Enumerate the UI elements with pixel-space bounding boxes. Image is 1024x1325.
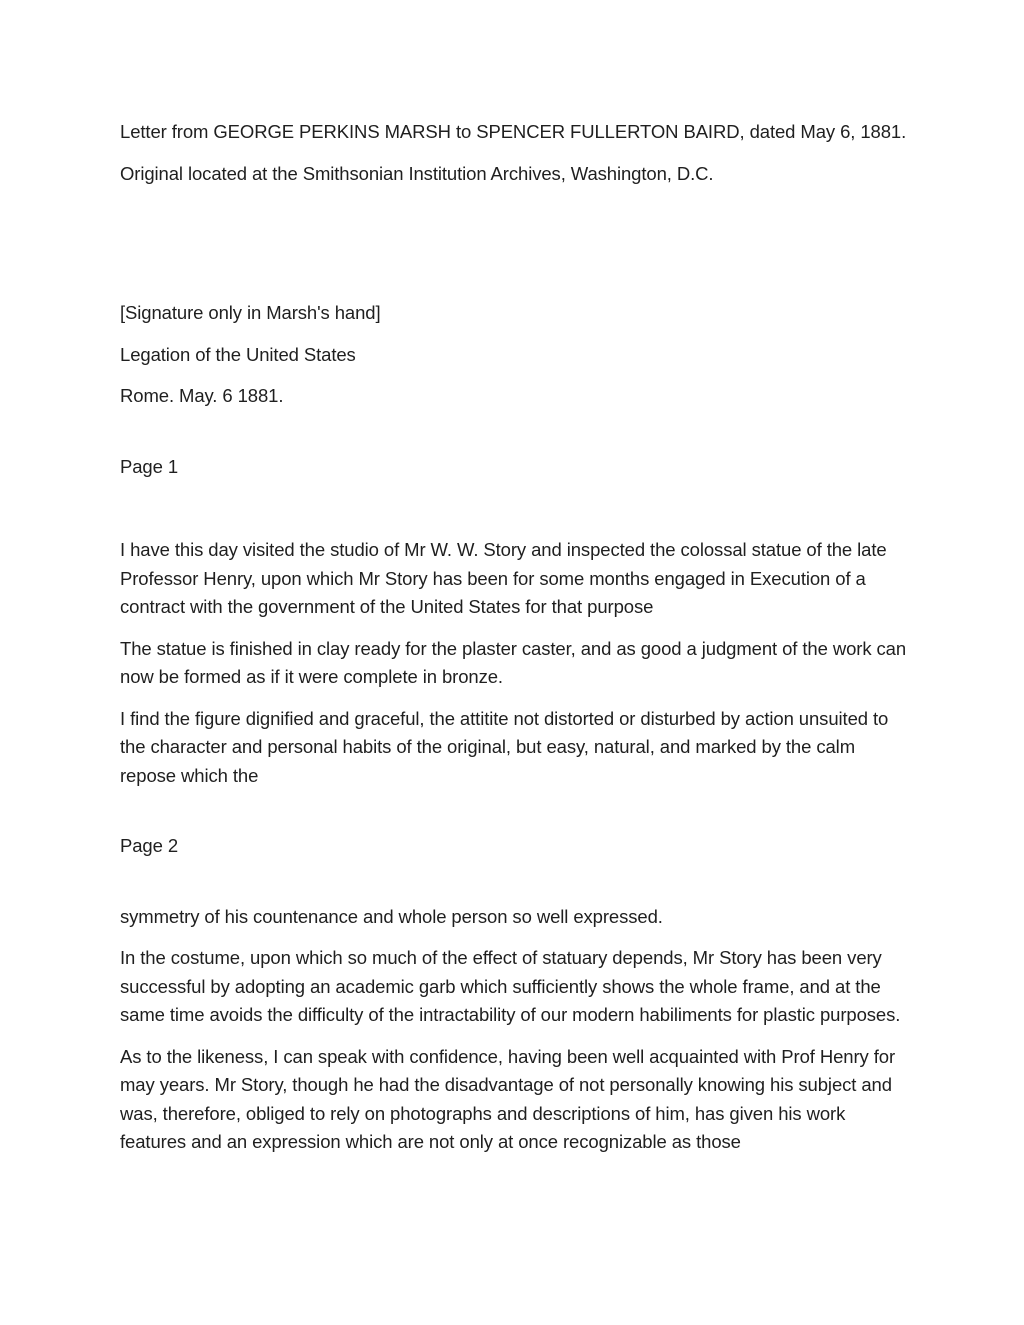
page-1-label: Page 1: [120, 455, 179, 477]
page-1-paragraph: I find the figure dignified and graceful, the attitite not distorted or disturbed by action unsuited to the character and personal habits of the original, but easy, natural, and marked by the calm repose which the: [120, 707, 889, 786]
page-2-paragraph: As to the likeness, I can speak with confidence, having been well acquainted with Prof Henry for may years. Mr Story, though he had the disadvantage of not personally knowing his subject and was, therefore, obliged to rely on photographs and descriptions of him, has given his work features and an expression which are not only at once recognizable as those: [120, 1045, 896, 1152]
page-2-paragraph: In the costume, upon which so much of the effect of statuary depends, Mr Story has been very successful by adopting an academic garb which sufficiently shows the whole frame, and at the same time avoids the difficulty of the intractability of our modern habiliments for plastic purposes.: [120, 947, 901, 1025]
page-1-paragraph: I have this day visited the studio of Mr W. W. Story and inspected the colossal statue of the late Professor Henry, upon which Mr Story has been for some months engaged in Execution of a contract with the government of the United States for that purpose: [120, 539, 887, 617]
letter-place-date: Rome. May. 6 1881.: [120, 385, 284, 406]
source-note: Original located at the Smithsonian Institution Archives, Washington, D.C.: [120, 162, 714, 184]
document-title: Letter from GEORGE PERKINS MARSH to SPENCER FULLERTON BAIRD, dated May 6, 1881.: [120, 121, 907, 142]
letterhead-office: Legation of the United States: [120, 343, 356, 365]
page-2-paragraph: symmetry of his countenance and whole person so well expressed.: [120, 905, 663, 927]
signature-note: [Signature only in Marsh's hand]: [120, 302, 381, 323]
page-2-label: Page 2: [120, 835, 179, 856]
document-page: [120, 118, 910, 1157]
page-1-paragraph: The statue is finished in clay ready for the plaster caster, and as good a judgment of the work can now be formed as if it were complete in bronze.: [120, 637, 907, 687]
